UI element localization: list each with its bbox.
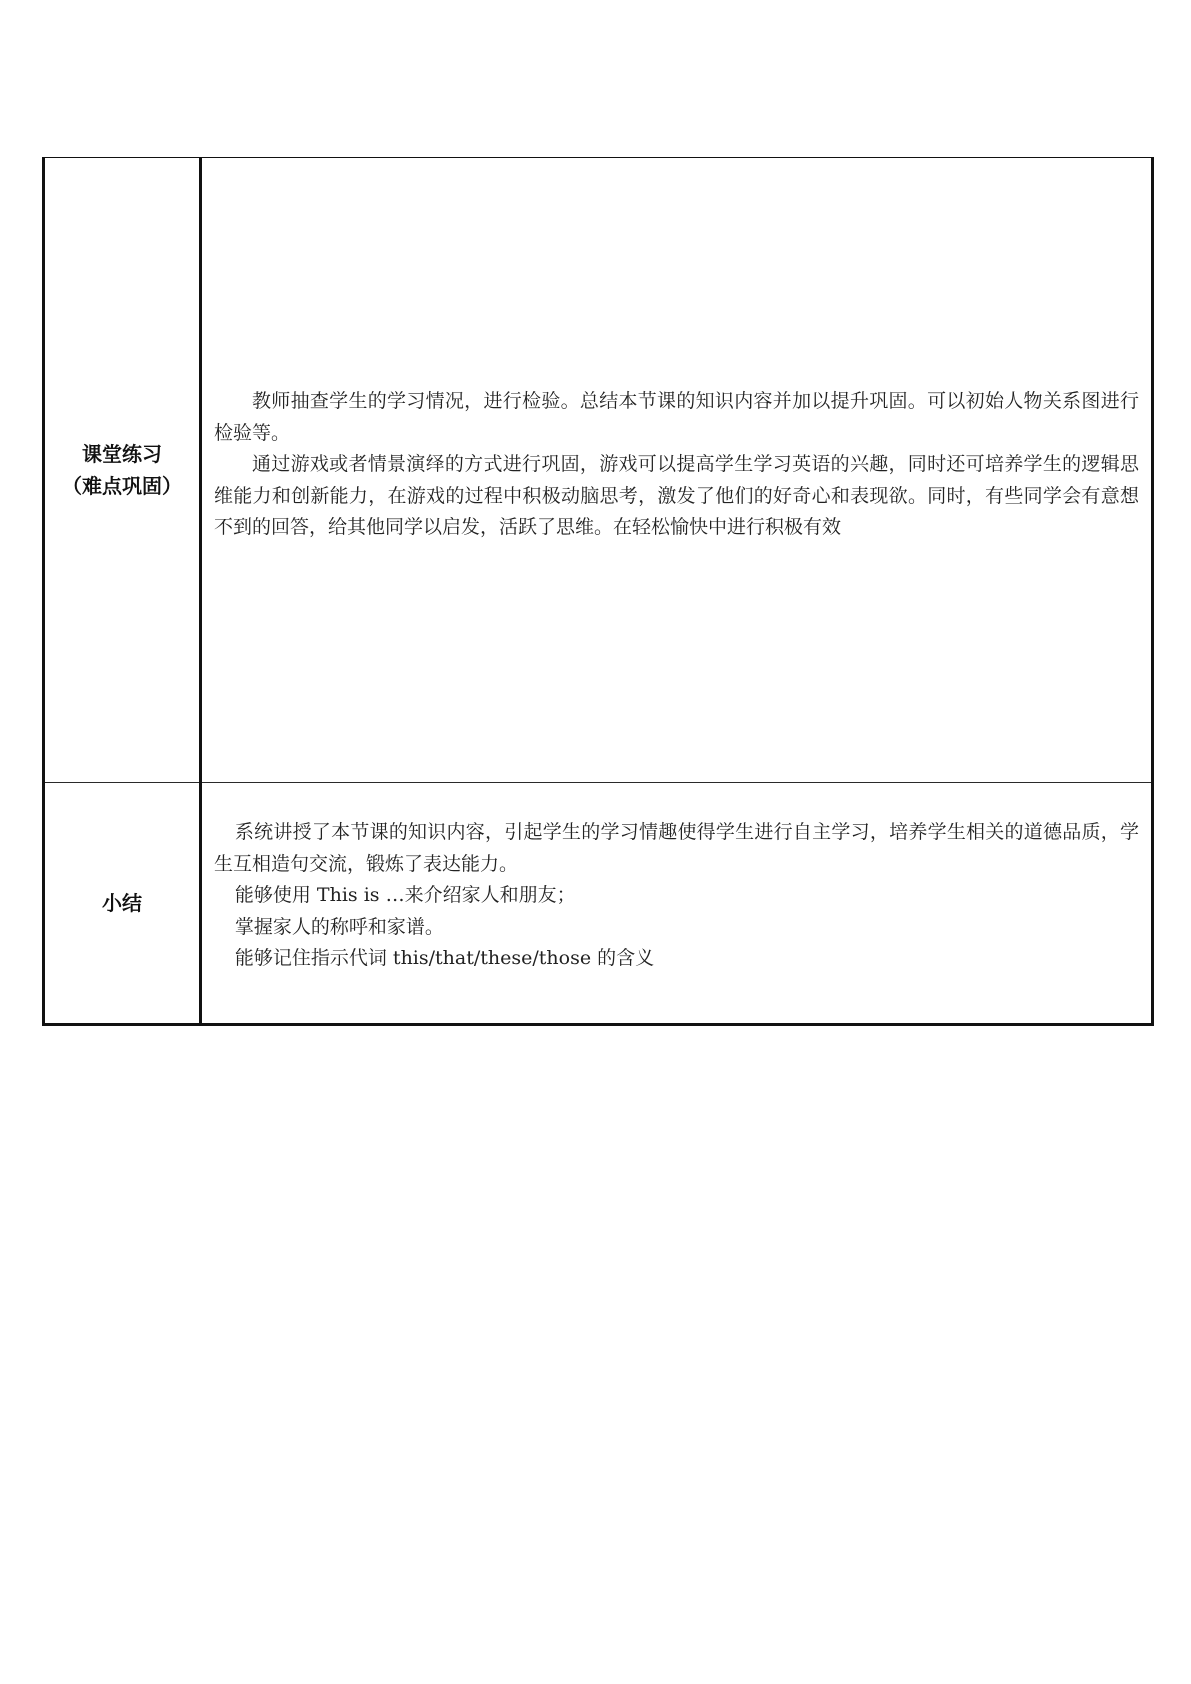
- summary-content-cell: [201, 783, 1153, 1025]
- practice-label: 课堂练习: [82, 442, 162, 466]
- table-row-summary: [44, 783, 1153, 1025]
- practice-paragraph: 通过游戏或者情景演绎的方式进行巩固，游戏可以提高学生学习英语的兴趣，同时还可培养学生的逻辑思维能力和创新能力，在游戏的过程中积极动脑思考，激发了他们的好奇心和表现欲。同时，有些同学会有意想不到的回答，给其他同学以启发，活跃了思维。在轻松愉快中进行积极有效: [214, 453, 1139, 539]
- summary-label-cell: [44, 783, 201, 1025]
- practice-paragraph: 教师抽查学生的学习情况，进行检验。总结本节课的知识内容并加以提升巩固。可以初始人物关系图进行检验等。: [214, 390, 1139, 444]
- practice-label-cell: [44, 158, 201, 783]
- lesson-plan-table: [42, 157, 1154, 1026]
- practice-sublabel: （难点巩固）: [62, 474, 182, 498]
- table-row-practice: [44, 158, 1153, 783]
- summary-point: 掌握家人的称呼和家谱。: [234, 915, 444, 938]
- summary-paragraph: 系统讲授了本节课的知识内容，引起学生的学习情趣使得学生进行自主学习，培养学生相关的道德品质，学生互相造句交流，锻炼了表达能力。: [214, 821, 1139, 875]
- summary-point: 能够使用 This is …来介绍家人和朋友；: [234, 884, 576, 907]
- summary-label: 小结: [102, 891, 142, 915]
- summary-point: 能够记住指示代词 this/that/these/those 的含义: [234, 947, 655, 970]
- practice-content-cell: [201, 158, 1153, 783]
